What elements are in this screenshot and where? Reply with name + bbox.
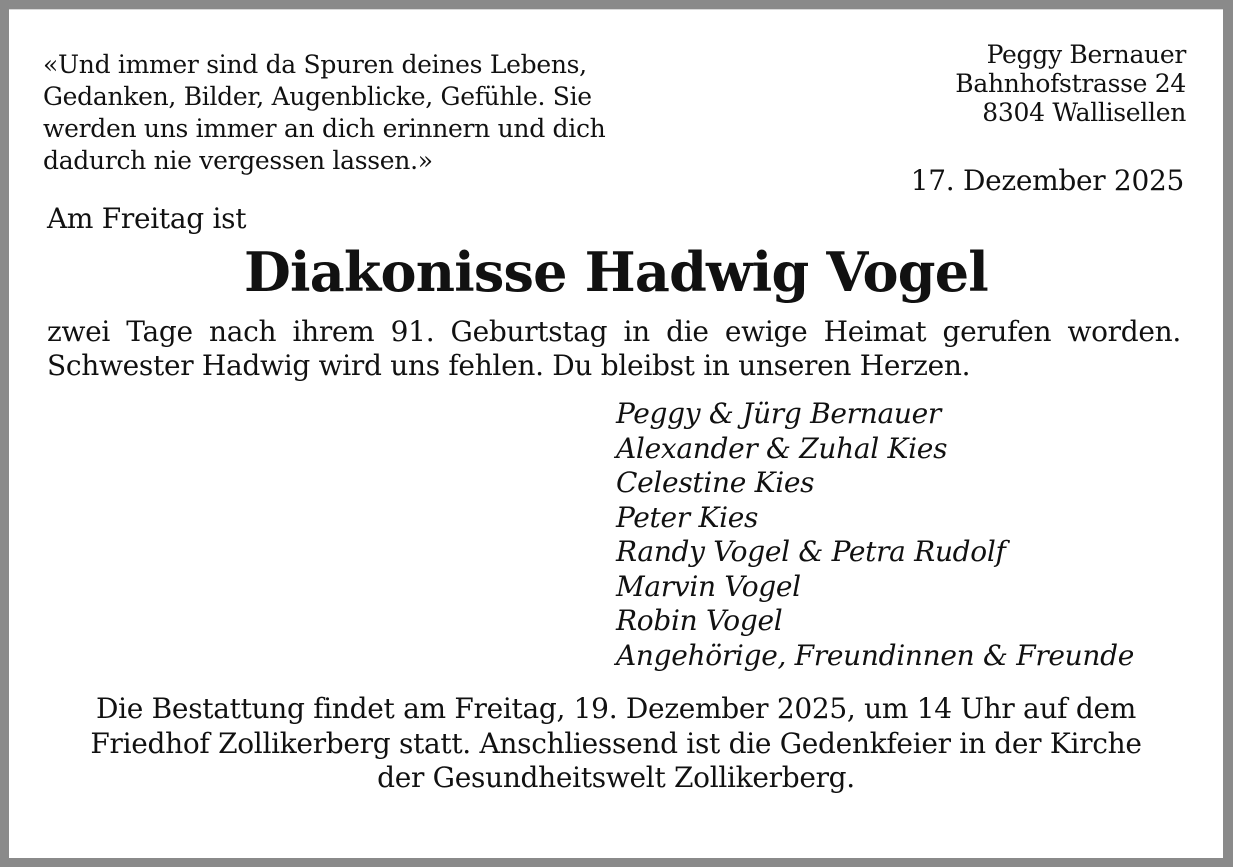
mourner-name: Robin Vogel xyxy=(616,604,783,637)
mourner-name: Marvin Vogel xyxy=(616,569,801,603)
mourner-name: Peter Kies xyxy=(616,500,759,534)
mourner-name: Peggy & Jürg Bernauer xyxy=(616,397,941,430)
funeral-line: Die Bestattung findet am Freitag, 19. Dezember 2025, um 14 Uhr auf dem xyxy=(95,692,1136,725)
sender-city: 8304 Wallisellen xyxy=(982,98,1186,127)
mourner-name: Angehörige, Freundinnen & Freunde xyxy=(616,638,1135,672)
funeral-details xyxy=(9,692,1223,796)
mourner-name: Celestine Kies xyxy=(616,466,815,499)
funeral-line: der Gesundheitswelt Zollikerberg. xyxy=(377,761,855,794)
deceased-name: Diakonisse Hadwig Vogel xyxy=(243,240,988,304)
quote-line: Gedanken, Bilder, Augenblicke, Gefühle. Sie xyxy=(43,82,592,111)
quote-line: dadurch nie vergessen lassen.» xyxy=(43,146,433,175)
mourner-name: Randy Vogel & Petra Rudolf xyxy=(616,535,1006,568)
sender-address xyxy=(955,40,1186,127)
notice-date: 17. Dezember 2025 xyxy=(910,164,1184,197)
announcement-line: zwei Tage nach ihrem 91. Geburtstag in die ewige Heimat gerufen worden. xyxy=(47,315,1181,348)
announcement-line: Schwester Hadwig wird uns fehlen. Du bleibst in unseren Herzen. xyxy=(47,349,971,382)
sender-street: Bahnhofstrasse 24 xyxy=(955,69,1186,98)
quote-line: werden uns immer an dich erinnern und dich xyxy=(43,114,606,143)
sender-name: Peggy Bernauer xyxy=(986,40,1186,69)
quote-line: «Und immer sind da Spuren deines Lebens, xyxy=(43,50,587,79)
mourner-name: Alexander & Zuhal Kies xyxy=(616,431,948,465)
funeral-line: Friedhof Zollikerberg statt. Anschliessend ist die Gedenkfeier in der Kirche xyxy=(90,726,1142,760)
memorial-quote xyxy=(43,49,663,177)
mourners-list xyxy=(616,397,1134,673)
obituary-notice xyxy=(9,9,1223,858)
intro-text: Am Freitag ist xyxy=(47,202,247,235)
